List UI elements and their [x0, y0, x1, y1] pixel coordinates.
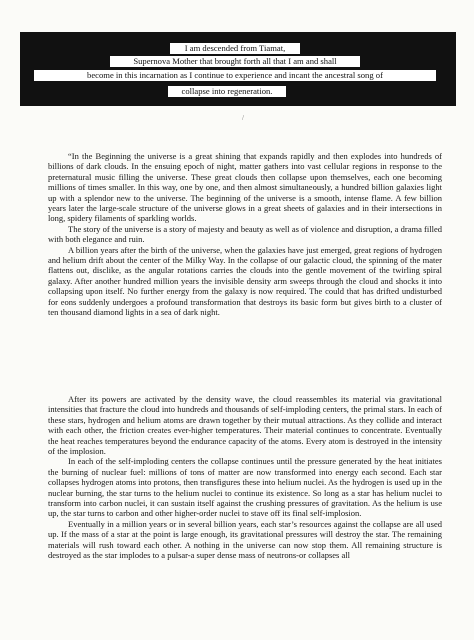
paragraph: In each of the self-imploding centers the collapse continues until the pressure generated by the heat initiates the burning of nuclear fuel: millions of tons of matter are now transformed into energy each second. Each star collapses hydrogen atoms into protons, then transfigures these into helium nuclei. As the hydrogen is used up in the nuclear burning, the star turns to the helium nuclei to continue its existence. So long as a star has helium nuclei to transform into carbon nuclei, it can sustain itself against the crushing pressures of gravitation. As the helium is use up, the star turns to carbon and other higher-order nuclei to stave off its final self-implosion. — [48, 456, 442, 519]
paragraph: Eventually in a million years or in several billion years, each star’s resources against the collapse are all used up. If the mass of a star at the point is large enough, its gravitational pressures will destroy the star. The remaining materials will rush toward each other. A nothing in the universe can now stop them. All remaining structure is destroyed as the star implodes to a pulsar-a super dense mass of neutrons-or collapses all — [48, 518, 442, 561]
stray-pen-mark: / — [242, 114, 244, 122]
paragraph: The story of the universe is a story of majesty and beauty as well as of violence and disruption, a drama filled with both elegance and ruin. — [48, 223, 442, 245]
banner-line-4: collapse into regeneration. — [168, 86, 286, 97]
banner-line-2: Supernova Mother that brought forth all that I am and shall — [110, 56, 360, 67]
paragraph: After its powers are activated by the density wave, the cloud reassembles its material via gravitational intensities that fracture the cloud into hundreds and thousands of self-imploding centers, the primal stars. In each of these stars, hydrogen and helium atoms are drawn together by their mutual attractions. As they collide and interact with each other, the friction creates ever-higher temperatures. Their material continues to concentrate. Eventually the heat reaches temperatures beyond the endurance capacity of the atoms. Every atom is destroyed in the intensity of the implosion. — [48, 394, 442, 457]
text-block-lower — [48, 394, 442, 561]
banner-line-1: I am descended from Tiamat, — [170, 43, 300, 54]
paragraph: A billion years after the birth of the universe, when the galaxies have just emerged, great regions of hydrogen and helium drift about the center of the Milky Way. In the collapse of our galactic cloud, the spinning of the mater flattens out, disclike, as the angular rotations carries the clouds into the gentle movement of the twirling spiral galaxy. After another hundred million years the invisible density arm sweeps through the cloud and shocks it into collapsing upon itself. No further energy from the galaxy is now required. The could that has drifted undisturbed for eons suddenly undergoes a profound transformation that destroys its basic form but gives birth to a cluster of ten thousand diamond lights in a sea of dark night. — [48, 244, 442, 318]
banner-line-3: become in this incarnation as I continue to experience and incant the ancestral song of — [34, 70, 436, 81]
text-block-upper — [48, 151, 442, 318]
paragraph: “In the Beginning the universe is a great shining that expands rapidly and then explodes into hundreds of billions of dark clouds. In the ensuing epoch of night, matter gathers into vast cellular regions in response to the preternatural music filling the universe. These great clouds then collapse upon themselves, each one becoming millions of times smaller. In this way, one by one, and then almost simultaneously, a hundred billion galaxies light up with a splendor new to the universe. The beginning of the universe is a smooth, intense flame. A few billion years later the large-scale structure of the universe glows in a great sheets of galaxies and in their intersections in long, spidery filaments of sparkling worlds. — [48, 151, 442, 224]
